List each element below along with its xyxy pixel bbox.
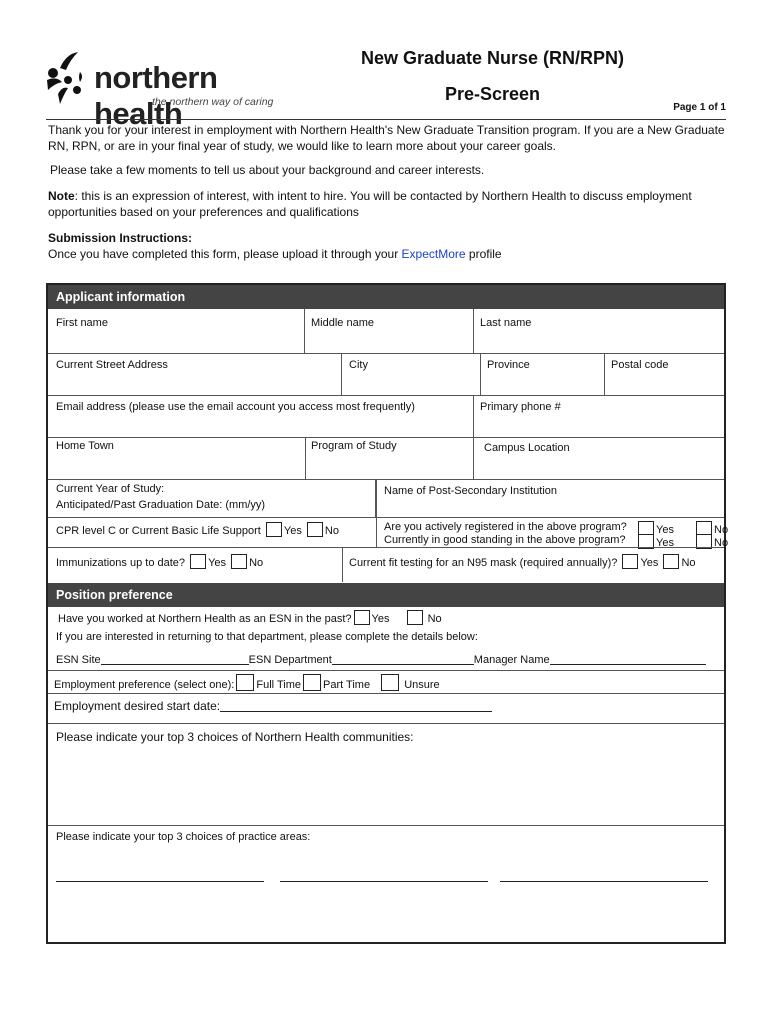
cpr-label: CPR level C or Current Basic Life Support [56, 525, 261, 537]
immunizations-no-checkbox[interactable] [231, 554, 247, 569]
fit-testing-question [349, 554, 696, 570]
pre-screen-form [46, 283, 729, 944]
esn-site-input[interactable] [101, 652, 249, 665]
part-time-checkbox[interactable] [303, 674, 321, 691]
home-town-field[interactable]: Home Town [56, 440, 114, 452]
logo-tagline: the northern way of caring [152, 96, 274, 108]
manager-name-input[interactable] [550, 652, 706, 665]
practice-areas-label: Please indicate your top 3 choices of practice areas: [56, 831, 311, 843]
immunizations-label: Immunizations up to date? [56, 557, 186, 569]
fit-testing-no-checkbox[interactable] [663, 554, 679, 569]
note-paragraph [48, 188, 728, 220]
intro-request: Please take a few moments to tell us about your background and career interests. [50, 163, 485, 177]
year-of-study-field[interactable]: Current Year of Study: [56, 483, 165, 495]
registered-question [384, 521, 627, 534]
cpr-no-checkbox[interactable] [307, 522, 323, 537]
worked-esn-label: Have you worked at Northern Health as an ESN in the past? [58, 613, 352, 625]
graduation-date-field[interactable]: Anticipated/Past Graduation Date: (mm/yy) [56, 499, 266, 511]
cpr-yes-checkbox[interactable] [266, 522, 282, 537]
campus-location-field[interactable]: Campus Location [484, 442, 570, 454]
worked-esn-yes-label: Yes [371, 613, 390, 625]
position-section-header: Position preference [48, 583, 724, 607]
northern-health-logo [44, 50, 284, 131]
good-standing-question [384, 534, 626, 547]
form-title: New Graduate Nurse (RN/RPN) [360, 48, 625, 68]
worked-esn-no-checkbox[interactable] [407, 610, 423, 625]
immunizations-yes-label: Yes [208, 557, 227, 569]
primary-phone-field[interactable]: Primary phone # [480, 401, 561, 413]
submission-title: Submission Instructions: [48, 231, 193, 245]
worked-esn-question [58, 610, 442, 626]
fit-testing-yes-checkbox[interactable] [622, 554, 638, 569]
practice-area-3-input[interactable] [500, 869, 708, 882]
start-date-row [54, 699, 492, 713]
note-text: : this is an expression of interest, with intent to hire. You will be contacted by Northern Health to discuss employment opportunities based on your preferences and qualifications [48, 189, 692, 219]
employment-preference-label: Employment preference (select one): [54, 679, 235, 691]
start-date-input[interactable] [220, 699, 492, 712]
fit-testing-label: Current fit testing for an N95 mask (required annually)? [349, 557, 618, 569]
esn-department-label: ESN Department [248, 654, 332, 666]
good-standing-yes-label: Yes [656, 537, 674, 549]
cpr-no-label: No [324, 525, 339, 537]
registered-no-label: No [714, 524, 729, 536]
submission-text: Once you have completed this form, please upload it through your [48, 247, 402, 261]
immunizations-yes-checkbox[interactable] [190, 554, 206, 569]
cpr-question [56, 522, 339, 538]
practice-area-1-input[interactable] [56, 869, 264, 882]
street-address-field[interactable]: Current Street Address [56, 359, 168, 371]
header-divider [46, 119, 726, 120]
submission-instructions [48, 230, 728, 262]
full-time-checkbox[interactable] [236, 674, 254, 691]
start-date-label: Employment desired start date: [54, 699, 221, 713]
northern-health-figure-icon [44, 50, 92, 106]
last-name-field[interactable]: Last name [480, 317, 532, 329]
unsure-label: Unsure [404, 679, 440, 691]
logo-wordmark: northern health [94, 60, 218, 131]
good-standing-label: Currently in good standing in the above program? [384, 534, 626, 546]
esn-details-row [56, 652, 706, 667]
employment-preference-row [54, 674, 440, 692]
expectmore-link[interactable]: ExpectMore [401, 247, 466, 261]
immunizations-question [56, 554, 263, 570]
program-field[interactable]: Program of Study [311, 440, 397, 452]
esn-site-label: ESN Site [56, 654, 101, 666]
submission-text-end: profile [465, 247, 502, 261]
cpr-yes-label: Yes [283, 525, 302, 537]
esn-department-input[interactable] [332, 652, 474, 665]
worked-esn-no-label: No [427, 613, 442, 625]
immunizations-no-label: No [249, 557, 264, 569]
returning-instructions: If you are interested in returning to that department, please complete the details below: [56, 631, 478, 643]
postal-code-field[interactable]: Postal code [611, 359, 669, 371]
province-field[interactable]: Province [487, 359, 530, 371]
first-name-field[interactable]: First name [56, 317, 108, 329]
unsure-checkbox[interactable] [381, 674, 399, 691]
communities-field[interactable]: Please indicate your top 3 choices of Northern Health communities: [56, 730, 414, 744]
email-field[interactable]: Email address (please use the email account you access most frequently) [56, 401, 415, 413]
worked-esn-yes-checkbox[interactable] [354, 610, 370, 625]
form-subtitle: Pre-Screen [444, 84, 541, 104]
manager-name-label: Manager Name [473, 654, 550, 666]
part-time-label: Part Time [323, 679, 371, 691]
practice-area-2-input[interactable] [280, 869, 488, 882]
middle-name-field[interactable]: Middle name [311, 317, 374, 329]
fit-testing-no-label: No [681, 557, 696, 569]
city-field[interactable]: City [349, 359, 368, 371]
institution-field[interactable]: Name of Post-Secondary Institution [384, 485, 558, 497]
page-indicator: Page 1 of 1 [673, 102, 726, 113]
registered-label: Are you actively registered in the above program? [384, 521, 627, 533]
note-label: Note [48, 189, 75, 203]
intro-paragraph: Thank you for your interest in employment with Northern Health's New Graduate Transition program. If you are a New Graduate RN, RPN, or are in your final year of study, we would like to learn more about your career goals. [48, 123, 725, 153]
good-standing-no-label: No [714, 537, 729, 549]
applicant-section-header: Applicant information [48, 285, 724, 309]
registered-yes-label: Yes [656, 524, 674, 536]
full-time-label: Full Time [256, 679, 301, 691]
fit-testing-yes-label: Yes [640, 557, 659, 569]
